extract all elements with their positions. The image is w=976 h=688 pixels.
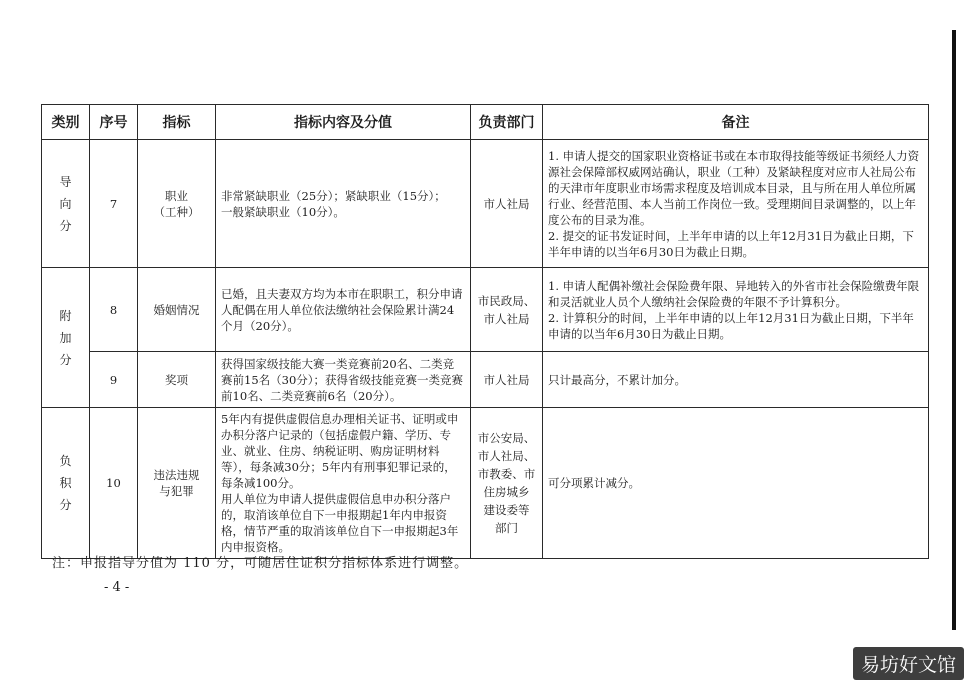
table-row bbox=[42, 268, 929, 352]
indicator-cell: 职业 （工种） bbox=[138, 140, 216, 268]
header-remarks: 备注 bbox=[543, 105, 929, 140]
category-char: 积 bbox=[59, 476, 72, 490]
category-char: 向 bbox=[59, 196, 72, 211]
category-cell bbox=[42, 408, 90, 559]
department-cell: 市民政局、 市人社局 bbox=[471, 268, 543, 352]
category-char: 负 bbox=[59, 454, 72, 468]
index-cell: 8 bbox=[90, 268, 138, 352]
header-department: 负责部门 bbox=[471, 105, 543, 140]
table-footnote: 注：申报指导分值为 110 分，可随居住证积分指标体系进行调整。 bbox=[52, 556, 469, 571]
category-cell bbox=[42, 268, 90, 408]
category-char: 分 bbox=[59, 218, 72, 233]
header-category: 类别 bbox=[42, 105, 90, 140]
index-cell: 10 bbox=[90, 408, 138, 559]
table-row bbox=[42, 408, 929, 559]
points-indicator-table bbox=[41, 104, 929, 559]
category-char: 附 bbox=[59, 308, 72, 323]
table-row bbox=[42, 140, 929, 268]
indicator-cell: 奖项 bbox=[138, 352, 216, 408]
content-cell: 获得国家级技能大赛一类竞赛前20名、二类竞赛前15名（30分）；获得省级技能竞赛一类竞赛前10名、二类竞赛前6名（20分）。 bbox=[216, 352, 471, 408]
remarks-cell: 可分项累计减分。 bbox=[543, 408, 929, 559]
remarks-cell: 1. 申请人提交的国家职业资格证书或在本市取得技能等级证书须经人力资源社会保障部权威网站确认，职业（工种）及紧缺程度对应市人社局公布的天津市年度职业市场需求程度及培训成本目录，且与所在用人单位所属行业、经营范围、本人当前工作岗位一致。受理期间目录调整的，以上年度公布的目录为准。 2. 提交的证书发证时间，上半年申请的以上年12月31日为截止日期，下半年申请的以当年6月30日为截止日期。 bbox=[543, 140, 929, 268]
content-cell: 5年内有提供虚假信息办理相关证书、证明或申办积分落户记录的（包括虚假户籍、学历、专业、就业、住房、纳税证明、购房证明材料等），每条减30分；5年内有刑事犯罪记录的，每条减100分。 用人单位为申请人提供虚假信息申办积分落户的，取消该单位自下一申报期起1年内申报资格，情节严重的取消该单位自下一申报期起3年内申报资格。 bbox=[216, 408, 471, 559]
index-cell: 7 bbox=[90, 140, 138, 268]
category-char: 导 bbox=[59, 174, 72, 189]
category-char: 分 bbox=[59, 352, 72, 367]
header-index: 序号 bbox=[90, 105, 138, 140]
index-cell: 9 bbox=[90, 352, 138, 408]
department-cell: 市公安局、 市人社局、 市教委、市 住房城乡 建设委等 部门 bbox=[471, 408, 543, 559]
remarks-cell: 1. 申请人配偶补缴社会保险费年限、异地转入的外省市社会保险缴费年限和灵活就业人员个人缴纳社会保险费的年限不予计算积分。 2. 计算积分的时间，上半年申请的以上年12月31日为截止日期，下半年申请的以当年6月30日为截止日期。 bbox=[543, 268, 929, 352]
page-edge-bar bbox=[952, 30, 956, 630]
indicator-cell: 违法违规 与犯罪 bbox=[138, 408, 216, 559]
department-cell: 市人社局 bbox=[471, 140, 543, 268]
table-row bbox=[42, 352, 929, 408]
site-watermark: 易坊好文馆 bbox=[853, 647, 964, 680]
content-cell: 已婚，且夫妻双方均为本市在职职工，积分申请人配偶在用人单位依法缴纳社会保险累计满24个月（20分）。 bbox=[216, 268, 471, 352]
category-cell bbox=[42, 140, 90, 268]
header-content: 指标内容及分值 bbox=[216, 105, 471, 140]
content-cell: 非常紧缺职业（25分）；紧缺职业（15分）； 一般紧缺职业（10分）。 bbox=[216, 140, 471, 268]
department-cell: 市人社局 bbox=[471, 352, 543, 408]
page-number: - 4 - bbox=[104, 580, 130, 595]
category-char: 加 bbox=[59, 330, 72, 345]
table-header-row bbox=[42, 105, 929, 140]
header-indicator: 指标 bbox=[138, 105, 216, 140]
indicator-cell: 婚姻情况 bbox=[138, 268, 216, 352]
category-char: 分 bbox=[59, 498, 72, 512]
remarks-cell: 只计最高分，不累计加分。 bbox=[543, 352, 929, 408]
